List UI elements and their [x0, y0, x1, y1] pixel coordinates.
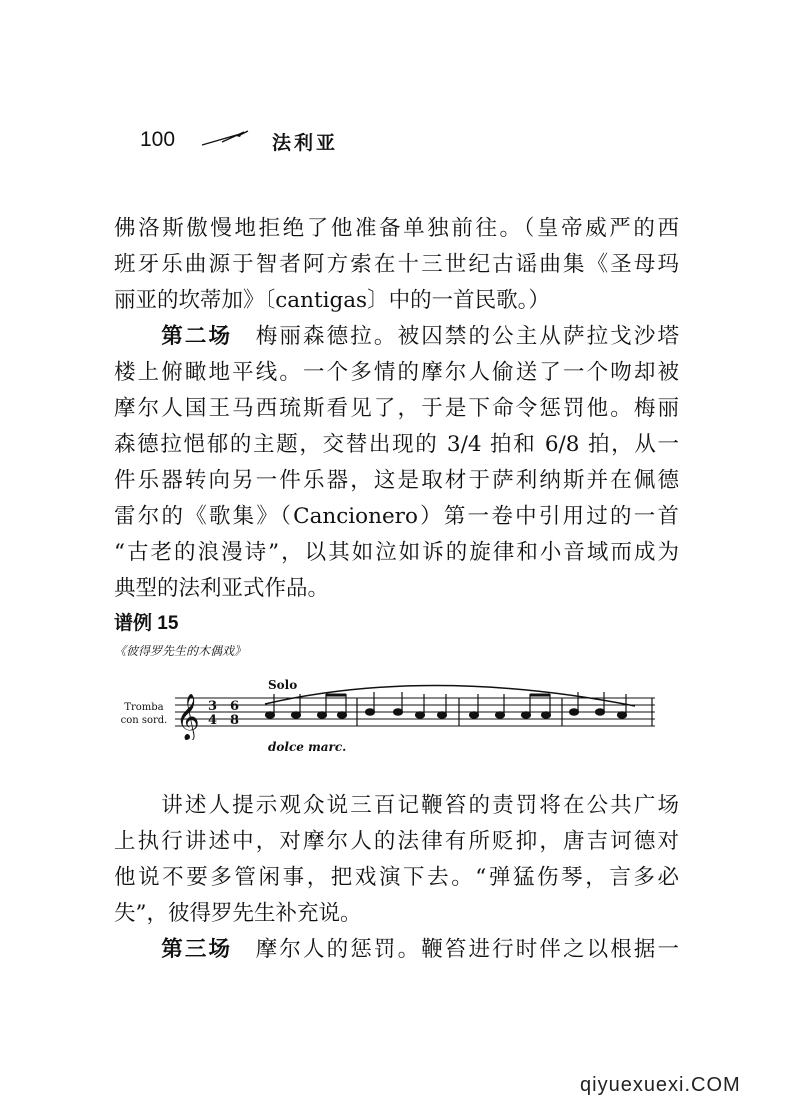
- quill-ornament-icon: [200, 130, 250, 148]
- text-line: “古老的浪漫诗”，以其如泣如诉的旋律和小音域而成为: [114, 540, 679, 565]
- paragraph-4: [114, 932, 679, 968]
- text-line: 森德拉悒郁的主题，交替出现的 3/4 拍和 6/8 拍，从一: [114, 432, 679, 457]
- paragraph-3: [114, 788, 679, 932]
- text-line: [114, 932, 679, 968]
- text-line: 他说不要多管闲事，把戏演下去。“弹猛伤琴，言多必: [114, 865, 679, 890]
- scene-heading: 第二场: [161, 324, 233, 349]
- text-line: 楼上俯瞰地平线。一个多情的摩尔人偷送了一个吻却被: [114, 360, 679, 385]
- text-line: 件乐器转向另一件乐器，这是取材于萨利纳斯并在佩德: [114, 468, 679, 493]
- scene-heading: 第三场: [161, 937, 233, 962]
- text-line: [114, 788, 679, 824]
- solo-marking: Solo: [268, 678, 298, 692]
- text-line: 典型的法利亚式作品。: [114, 576, 330, 601]
- running-title: 法利亚: [272, 132, 339, 154]
- treble-clef-icon: 𝄞: [176, 694, 200, 740]
- dolce-marking: dolce marc.: [268, 740, 347, 754]
- svg-text:3: 3: [208, 699, 218, 714]
- paragraph-2: [114, 319, 679, 607]
- text-line: 失”，彼得罗先生补充说。: [114, 901, 362, 926]
- text-line: 班牙乐曲源于智者阿方索在十三世纪古谣曲集《圣母玛: [114, 252, 679, 277]
- text-fragment: 讲述人提示观众说三百记鞭笞的责罚将在公共广场: [161, 793, 679, 818]
- page-number: 100: [140, 128, 176, 151]
- text-fragment: 梅丽森德拉。被囚禁的公主从萨拉戈沙塔: [255, 324, 679, 349]
- instrument-label: [114, 701, 174, 727]
- watermark: qiyuexuexi.COM: [580, 1074, 741, 1096]
- instrument-name: Tromba: [124, 702, 164, 713]
- text-line: 摩尔人国王马西琉斯看见了，于是下命令惩罚他。梅丽: [114, 396, 679, 421]
- text-line: 丽亚的坎蒂加》〔cantigas〕中的一首民歌。）: [114, 288, 550, 313]
- text-line: 佛洛斯傲慢地拒绝了他准备单独前往。（皇帝威严的西: [114, 216, 679, 241]
- svg-text:8: 8: [230, 713, 240, 728]
- paragraph-1: [114, 211, 679, 319]
- page-header: [140, 128, 440, 158]
- text-line: 上执行讲述中，对摩尔人的法律有所贬抑，唐吉诃德对: [114, 829, 679, 854]
- music-example-subtitle: 《彼得罗先生的木偶戏》: [114, 644, 247, 658]
- text-line: [114, 319, 679, 355]
- music-example-title: 谱例 15: [114, 613, 179, 634]
- svg-text:6: 6: [230, 699, 240, 714]
- instrument-mute: con sord.: [120, 715, 168, 726]
- music-staff: [170, 680, 660, 740]
- svg-text:4: 4: [208, 713, 218, 728]
- text-line: 雷尔的《歌集》（Cancionero）第一卷中引用过的一首: [114, 504, 679, 529]
- text-fragment: 摩尔人的惩罚。鞭笞进行时伴之以根据一: [255, 937, 679, 962]
